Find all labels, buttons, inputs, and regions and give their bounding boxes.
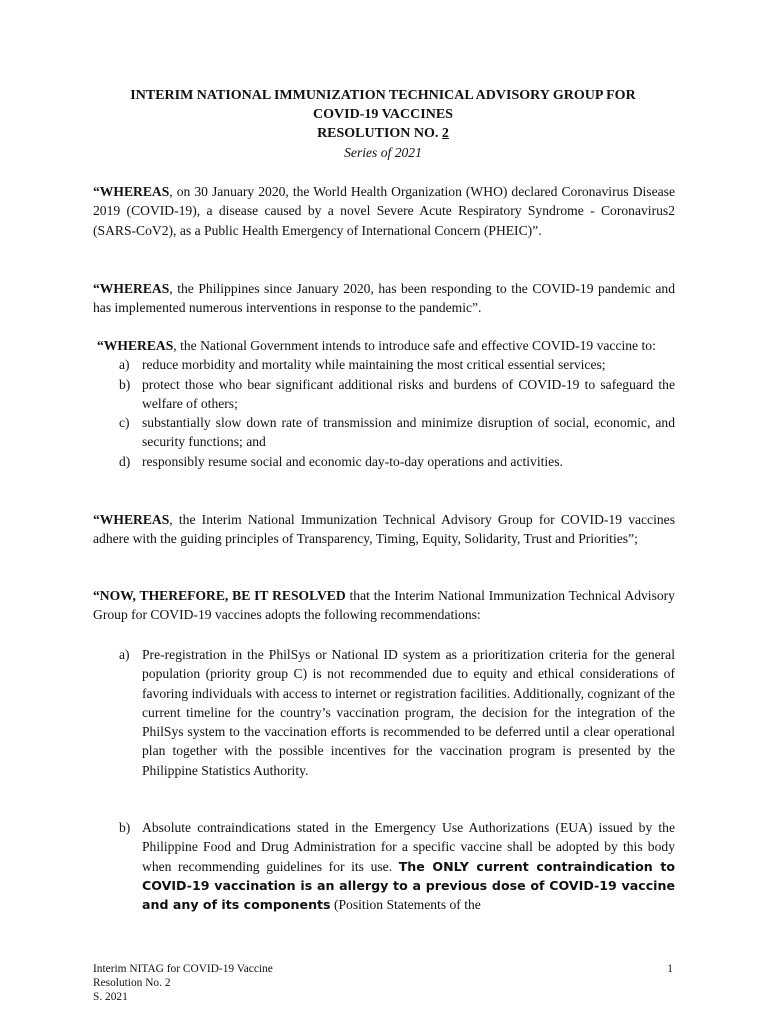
whereas-paragraph-4 — [93, 510, 675, 549]
recommendation-b — [93, 818, 675, 914]
list-marker: c) — [119, 415, 130, 431]
list-marker: b) — [119, 376, 131, 392]
list-item-text: reduce morbidity and mortality while maintaining the most critical essential services; — [142, 357, 606, 373]
whereas-lead: “WHEREAS — [93, 281, 170, 296]
header-line-2: COVID-19 VACCINES — [313, 107, 453, 122]
contraindication-emphasis: The ONLY current contraindication to COVID-19 vaccination is an allergy to a previous dose of COVID-19 vaccine and any of its components — [142, 858, 675, 913]
list-item-text: protect those who bear significant additional risks and burdens of COVID-19 to safeguard the welfare of others; — [142, 376, 675, 411]
resolution-prefix: RESOLUTION NO. — [317, 126, 442, 141]
page-number: 1 — [667, 963, 673, 975]
whereas-paragraph-2 — [93, 279, 675, 318]
resolved-lead: “NOW, THEREFORE, BE IT RESOLVED — [93, 588, 346, 603]
whereas-paragraph-1 — [93, 182, 675, 240]
recommendation-text: Pre-registration in the PhilSys or National ID system as a prioritization criteria for the general population (priority group C) is not recommended due to equity and ethical considerations of favoring individuals with access to internet or registration facilities. Additionally, cognizant of the current timeline for the country’s vaccination program, the decision for the integration of the PhilSys system to the vaccination efforts is recommended to be deferred until a clear operational plan together with the possible incentives for the vaccination program is presented by the Philippine Statistics Authority. — [142, 647, 675, 778]
resolution-number: 2 — [441, 126, 449, 141]
resolution-title — [90, 124, 676, 143]
list-marker: b) — [119, 820, 131, 835]
list-item — [93, 645, 675, 780]
whereas-text: , the Interim National Immunization Technical Advisory Group for COVID-19 vaccines adhere with the guiding principles of Transparency, Timing, Equity, Solidarity, Trust and Priorities”; — [93, 512, 675, 547]
whereas-text: , on 30 January 2020, the World Health Organization (WHO) declared Coronavirus Disease 2019 (COVID-19), a disease caused by a novel Severe Acute Respiratory Syndrome - Coronavirus2 (SARS-CoV2), as a Public Health Emergency of International Concern (PHEIC)”. — [93, 184, 675, 238]
whereas-text: , the Philippines since January 2020, has been responding to the COVID-19 pandemic and has implemented numerous interventions in response to the pandemic”. — [93, 281, 675, 316]
recommendation-text-continued: (Position Statements of the — [330, 897, 481, 913]
resolved-paragraph — [93, 586, 675, 625]
list-item-text: substantially slow down rate of transmission and minimize disruption of social, economic, and security functions; and — [142, 415, 675, 450]
list-item — [93, 452, 675, 471]
list-item-text: responsibly resume social and economic day-to-day operations and activities. — [142, 453, 563, 469]
objectives-list — [93, 355, 675, 471]
whereas-lead: “WHEREAS — [93, 184, 170, 199]
whereas-lead: “WHEREAS — [97, 338, 174, 353]
footer-line-3: S. 2021 — [93, 991, 128, 1003]
list-marker: a) — [119, 357, 130, 373]
list-item — [93, 375, 675, 414]
recommendation-text: Absolute contraindications stated in the Emergency Use Authorizations (EUA) issued by the Philippine Food and Drug Administration for a specific vaccine shall be adopted by this body when recommending guidelines for its use. — [142, 820, 675, 874]
resolved-text: that the Interim National Immunization Technical Advisory Group for COVID-19 vaccines adopts the following recommendations: — [93, 588, 675, 623]
whereas-text: , the National Government intends to introduce safe and effective COVID-19 vaccine to: — [173, 338, 656, 353]
footer-line-2: Resolution No. 2 — [93, 977, 171, 989]
series-line: Series of 2021 — [344, 145, 422, 160]
recommendation-a — [93, 645, 675, 780]
resolution-header — [90, 86, 676, 162]
list-marker: a) — [119, 647, 130, 662]
list-item — [93, 355, 675, 374]
header-line-1: INTERIM NATIONAL IMMUNIZATION TECHNICAL ADVISORY GROUP FOR — [130, 88, 636, 103]
list-item — [93, 413, 675, 452]
whereas-paragraph-3 — [93, 336, 675, 471]
footer-line-1: Interim NITAG for COVID-19 Vaccine — [93, 963, 273, 975]
list-item — [93, 818, 675, 914]
page-footer — [93, 962, 675, 1004]
list-marker: d) — [119, 453, 131, 469]
whereas-lead: “WHEREAS — [93, 512, 170, 527]
